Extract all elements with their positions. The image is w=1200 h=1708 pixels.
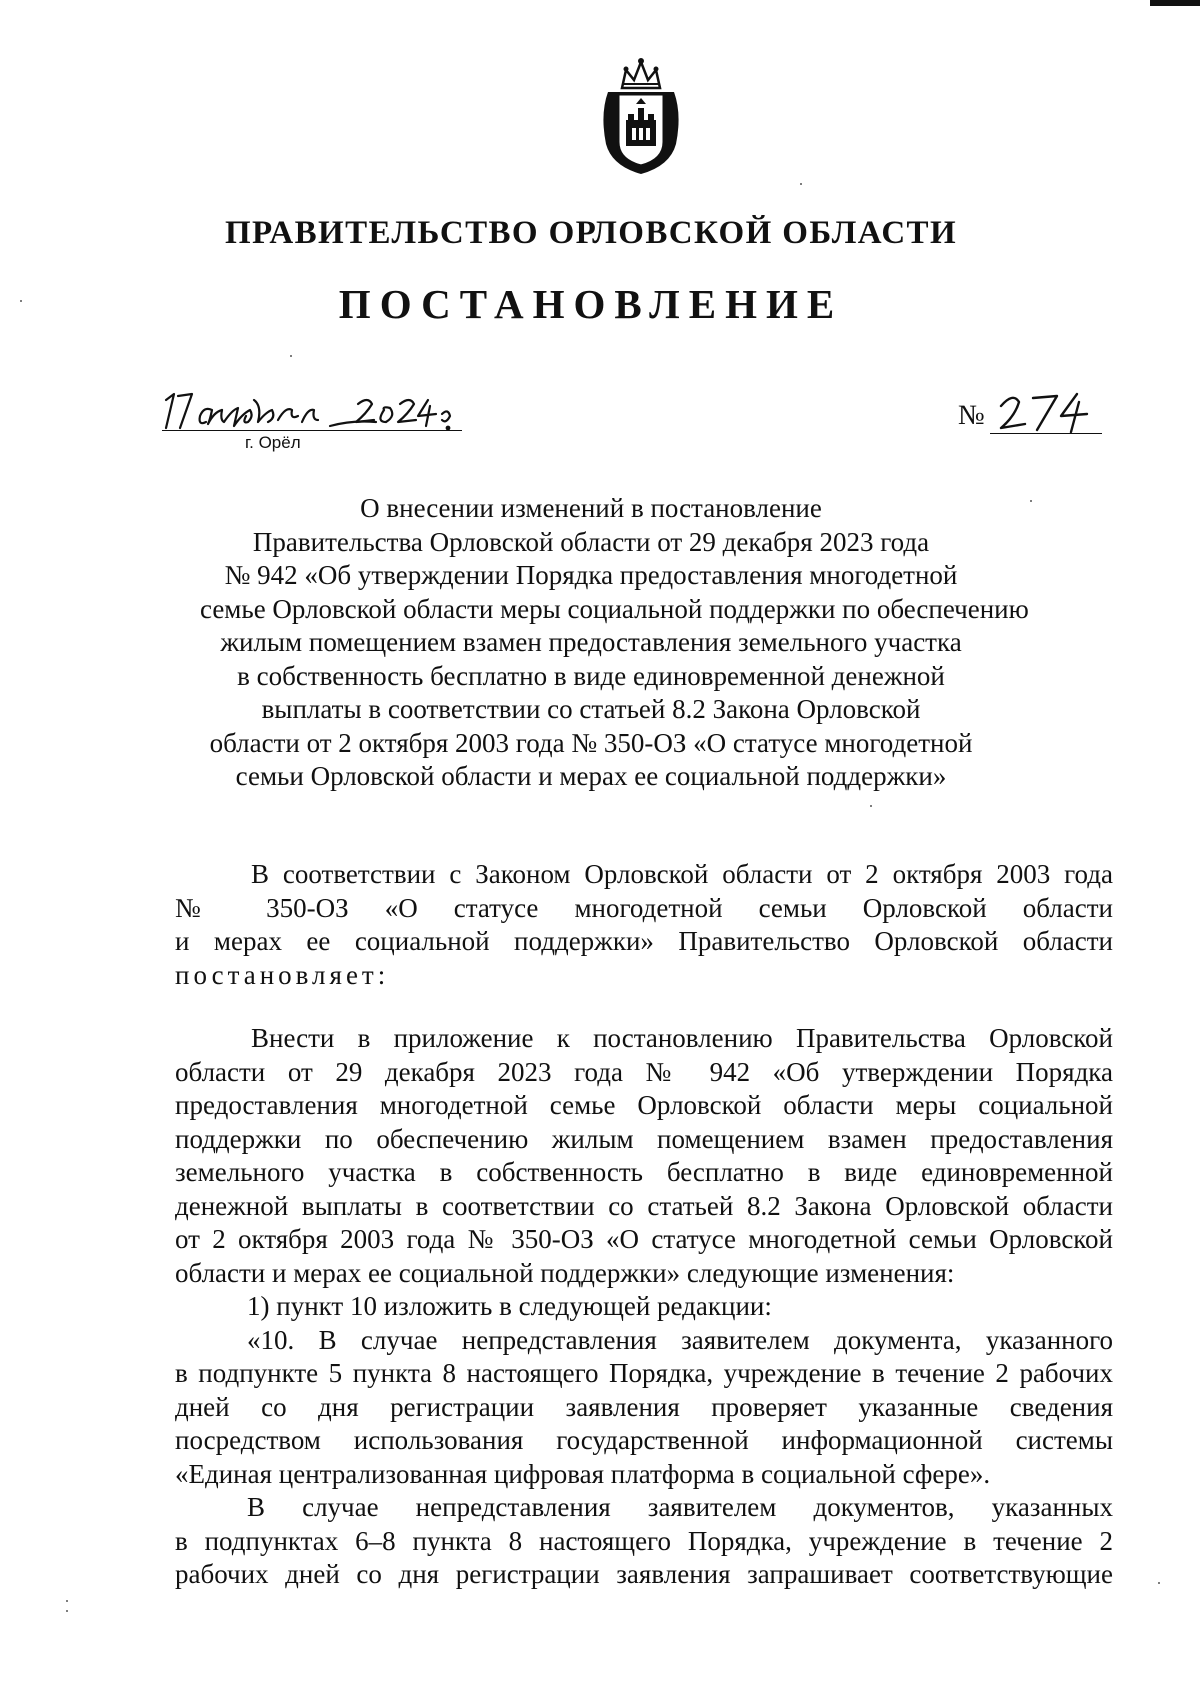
body-line: рабочих дней со дня регистрации заявления запрашивает соответствующие: [175, 1559, 1113, 1589]
handwritten-number: [995, 388, 1095, 436]
subject-line: области от 2 октября 2003 года № 350-ОЗ «О статусе многодетной: [209, 727, 973, 758]
body-line: области и мерах ее социальной поддержки» следующие изменения:: [175, 1257, 955, 1288]
subject-line: Правительства Орловской области от 29 декабря 2023 года: [252, 526, 930, 557]
body-line: посредством использования государственной информационной системы: [175, 1425, 1113, 1455]
body-line: «10. В случае непредставления заявителем документа, указанного: [247, 1324, 1113, 1355]
body-line: области от 29 декабря 2023 года № 942 «Об утверждении Порядка: [175, 1056, 1113, 1087]
body-line: Внести в приложение к постановлению Правительства Орловской: [251, 1023, 1113, 1053]
scan-speck: [20, 300, 22, 302]
main-paragraph: [175, 1022, 1113, 1592]
document-type-title: ПОСТАНОВЛЕНИЕ: [338, 281, 844, 327]
body-line: в подпунктах 6–8 пункта 8 настоящего Порядка, учреждение в течение 2: [175, 1525, 1113, 1556]
scan-speck: [800, 183, 802, 185]
body-line: дней со дня регистрации заявления проверяет указанные сведения: [175, 1391, 1113, 1422]
scan-speck: [1158, 1582, 1160, 1584]
body-line: предоставления многодетной семье Орловской области меры социальной: [175, 1090, 1113, 1120]
coat-of-arms-icon: [598, 54, 684, 178]
body-line: от 2 октября 2003 года № 350-ОЗ «О статусе многодетной семьи Орловской: [175, 1224, 1113, 1254]
subject-line: О внесении изменений в постановление: [360, 493, 822, 523]
body-line: поддержки по обеспечению жилым помещением взамен предоставления: [175, 1123, 1113, 1154]
city-label: г. Орёл: [245, 433, 301, 452]
body-line: денежной выплаты в соответствии со статьей 8.2 Закона Орловской области: [175, 1190, 1113, 1221]
government-title: ПРАВИТЕЛЬСТВО ОРЛОВСКОЙ ОБЛАСТИ: [224, 215, 958, 251]
date-underline: [162, 430, 462, 431]
scan-speck: [66, 1610, 68, 1612]
subject-line: семьи Орловской области и мерах ее социальной поддержки»: [235, 761, 947, 791]
handwritten-date: [162, 386, 482, 436]
preamble-paragraph: [175, 858, 1113, 992]
body-line: В случае непредставления заявителем документов, указанных: [247, 1492, 1113, 1522]
body-line: «Единая централизованная цифровая платформа в социальной сфере».: [175, 1458, 991, 1489]
subject-line: семье Орловской области меры социальной поддержки по обеспечению: [200, 593, 1029, 624]
scan-speck: [1030, 500, 1032, 502]
number-sign: №: [958, 400, 985, 431]
preamble-line: и мерах ее социальной поддержки» Правительство Орловской области: [175, 926, 1113, 956]
resolves-word: постановляет:: [175, 959, 390, 990]
subject-line: № 942 «Об утверждении Порядка предоставления многодетной: [224, 560, 958, 590]
subject-line: в собственность бесплатно в виде единовременной денежной: [237, 660, 945, 691]
scan-speck: [870, 805, 872, 807]
document-subject: [200, 492, 1029, 794]
subject-line: выплаты в соответствии со статьей 8.2 Закона Орловской: [261, 694, 921, 724]
body-line: 1) пункт 10 изложить в следующей редакции:: [247, 1291, 772, 1321]
body-line: земельного участка в собственность бесплатно в виде единовременной: [175, 1157, 1113, 1187]
number-underline: [990, 433, 1102, 434]
body-line: в подпункте 5 пункта 8 настоящего Порядка, учреждение в течение 2 рабочих: [175, 1358, 1113, 1388]
scan-corner-mark: [1150, 0, 1200, 6]
preamble-line: № 350-ОЗ «О статусе многодетной семьи Орловской области: [175, 892, 1113, 923]
preamble-line: В соответствии с Законом Орловской области от 2 октября 2003 года: [251, 859, 1113, 889]
scan-speck: [66, 1600, 68, 1602]
scan-speck: [290, 355, 292, 357]
subject-line: жилым помещением взамен предоставления земельного участка: [220, 627, 962, 657]
